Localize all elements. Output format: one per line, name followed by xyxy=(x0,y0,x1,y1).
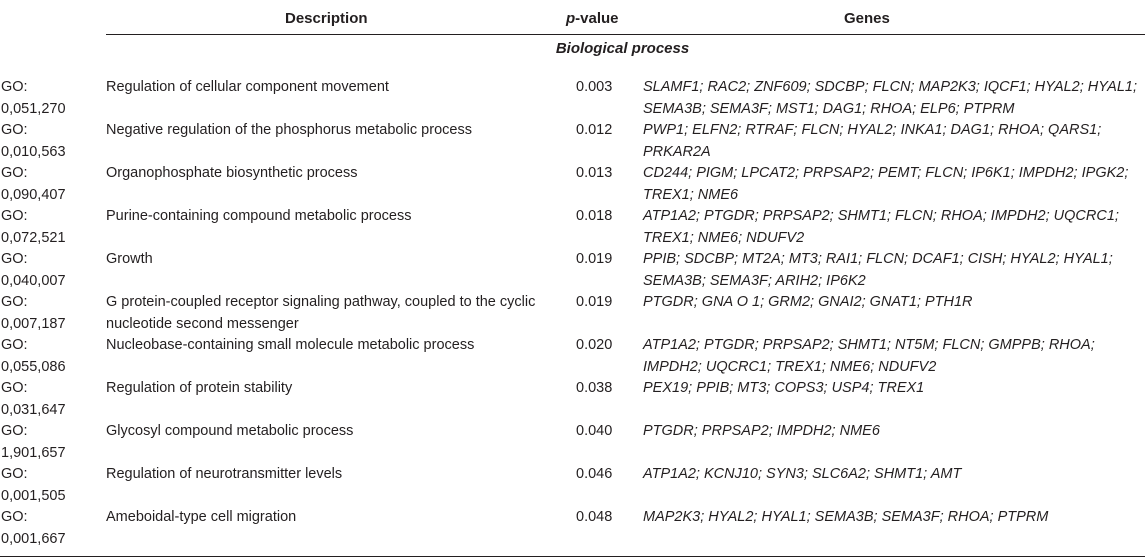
bottom-rule xyxy=(0,556,1145,557)
go-id-prefix: GO: xyxy=(1,79,28,95)
go-description: Purine-containing compound metabolic process xyxy=(106,208,412,224)
go-id-number: 0,055,086 xyxy=(1,358,66,375)
go-description: G protein-coupled receptor signaling pathway, coupled to the cyclic nucleotide second messenger xyxy=(106,294,536,332)
header-pvalue-italic: p xyxy=(566,10,576,27)
go-id-prefix: GO: xyxy=(1,509,28,525)
p-value: 0.038 xyxy=(576,380,613,396)
go-id xyxy=(1,206,81,249)
go-id xyxy=(1,335,81,378)
table-header xyxy=(0,0,1145,36)
table-row xyxy=(0,421,1145,464)
table-row xyxy=(0,206,1145,249)
p-value: 0.018 xyxy=(576,208,613,224)
header-pvalue xyxy=(566,10,619,27)
gene-list: PWP1; ELFN2; RTRAF; FLCN; HYAL2; INKA1; DAG1; RHOA; QARS1; PRKAR2A xyxy=(643,122,1102,160)
go-description: Ameboidal-type cell migration xyxy=(106,509,297,525)
go-id-prefix: GO: xyxy=(1,380,28,396)
p-value: 0.013 xyxy=(576,165,613,181)
gene-list: MAP2K3; HYAL2; HYAL1; SEMA3B; SEMA3F; RHOA; PTPRM xyxy=(643,509,1049,525)
table-row xyxy=(0,163,1145,206)
p-value: 0.046 xyxy=(576,466,613,482)
go-id-number: 0,031,647 xyxy=(1,401,66,418)
go-description: Regulation of protein stability xyxy=(106,380,293,396)
gene-list: ATP1A2; PTGDR; PRPSAP2; SHMT1; NT5M; FLCN; GMPPB; RHOA; IMPDH2; UQCRC1; TREX1; NME6; NDUFV2 xyxy=(643,337,1095,375)
p-value: 0.003 xyxy=(576,79,613,95)
go-id-prefix: GO: xyxy=(1,294,28,310)
gene-list: ATP1A2; KCNJ10; SYN3; SLC6A2; SHMT1; AMT xyxy=(643,466,962,482)
header-genes: Genes xyxy=(844,10,890,27)
gene-list: CD244; PIGM; LPCAT2; PRPSAP2; PEMT; FLCN; IP6K1; IMPDH2; IPGK2; TREX1; NME6 xyxy=(643,165,1129,203)
go-id-prefix: GO: xyxy=(1,122,28,138)
go-id-number: 0,010,563 xyxy=(1,143,66,160)
gene-list: PPIB; SDCBP; MT2A; MT3; RAI1; FLCN; DCAF1; CISH; HYAL2; HYAL1; SEMA3B; SEMA3F; ARIH2; IP6K2 xyxy=(643,251,1113,289)
go-id xyxy=(1,292,81,335)
gene-list: PTGDR; GNA O 1; GRM2; GNAI2; GNAT1; PTH1R xyxy=(643,294,973,310)
p-value: 0.040 xyxy=(576,423,613,439)
go-description: Regulation of neurotransmitter levels xyxy=(106,466,343,482)
go-id-prefix: GO: xyxy=(1,208,28,224)
go-id xyxy=(1,249,81,292)
go-id-prefix: GO: xyxy=(1,165,28,181)
section-title xyxy=(0,40,1145,57)
go-id-number: 0,040,007 xyxy=(1,272,66,289)
p-value: 0.020 xyxy=(576,337,613,353)
go-id-prefix: GO: xyxy=(1,466,28,482)
go-description: Glycosyl compound metabolic process xyxy=(106,423,354,439)
table-row xyxy=(0,335,1145,378)
go-description: Nucleobase-containing small molecule metabolic process xyxy=(106,337,475,353)
go-id-prefix: GO: xyxy=(1,423,28,439)
table-row xyxy=(0,292,1145,335)
go-id-number: 0,001,505 xyxy=(1,487,66,504)
go-id xyxy=(1,120,81,163)
table-row xyxy=(0,378,1145,421)
go-id-prefix: GO: xyxy=(1,337,28,353)
gene-list: ATP1A2; PTGDR; PRPSAP2; SHMT1; FLCN; RHOA; IMPDH2; UQCRC1; TREX1; NME6; NDUFV2 xyxy=(643,208,1119,246)
table-row xyxy=(0,507,1145,550)
go-description: Growth xyxy=(106,251,153,267)
go-id-number: 0,090,407 xyxy=(1,186,66,203)
go-id xyxy=(1,163,81,206)
go-id-number: 0,051,270 xyxy=(1,100,66,117)
go-id-number: 0,007,187 xyxy=(1,315,66,332)
go-id xyxy=(1,464,81,507)
header-pvalue-rest: -value xyxy=(575,10,619,27)
go-id-number: 0,001,667 xyxy=(1,530,66,547)
section-title-text: Biological process xyxy=(555,40,690,57)
gene-list: PTGDR; PRPSAP2; IMPDH2; NME6 xyxy=(643,423,880,439)
go-id-number: 0,072,521 xyxy=(1,229,66,246)
table-row xyxy=(0,77,1145,120)
gene-list: PEX19; PPIB; MT3; COPS3; USP4; TREX1 xyxy=(643,380,925,396)
table-row xyxy=(0,249,1145,292)
go-description: Regulation of cellular component movement xyxy=(106,79,389,95)
table-row xyxy=(0,120,1145,163)
go-description: Organophosphate biosynthetic process xyxy=(106,165,358,181)
header-rule xyxy=(106,34,1145,35)
p-value: 0.012 xyxy=(576,122,613,138)
go-id xyxy=(1,421,81,464)
go-description: Negative regulation of the phosphorus metabolic process xyxy=(106,122,472,138)
table-row xyxy=(0,464,1145,507)
p-value: 0.048 xyxy=(576,509,613,525)
go-id-number: 1,901,657 xyxy=(1,444,66,461)
header-description: Description xyxy=(285,10,368,27)
go-id xyxy=(1,507,81,550)
gene-list: SLAMF1; RAC2; ZNF609; SDCBP; FLCN; MAP2K3; IQCF1; HYAL2; HYAL1; SEMA3B; SEMA3F; MST1; DAG1; RHOA; ELP6; PTPRM xyxy=(643,79,1137,117)
go-id xyxy=(1,77,81,120)
go-id xyxy=(1,378,81,421)
p-value: 0.019 xyxy=(576,294,613,310)
go-id-prefix: GO: xyxy=(1,251,28,267)
p-value: 0.019 xyxy=(576,251,613,267)
